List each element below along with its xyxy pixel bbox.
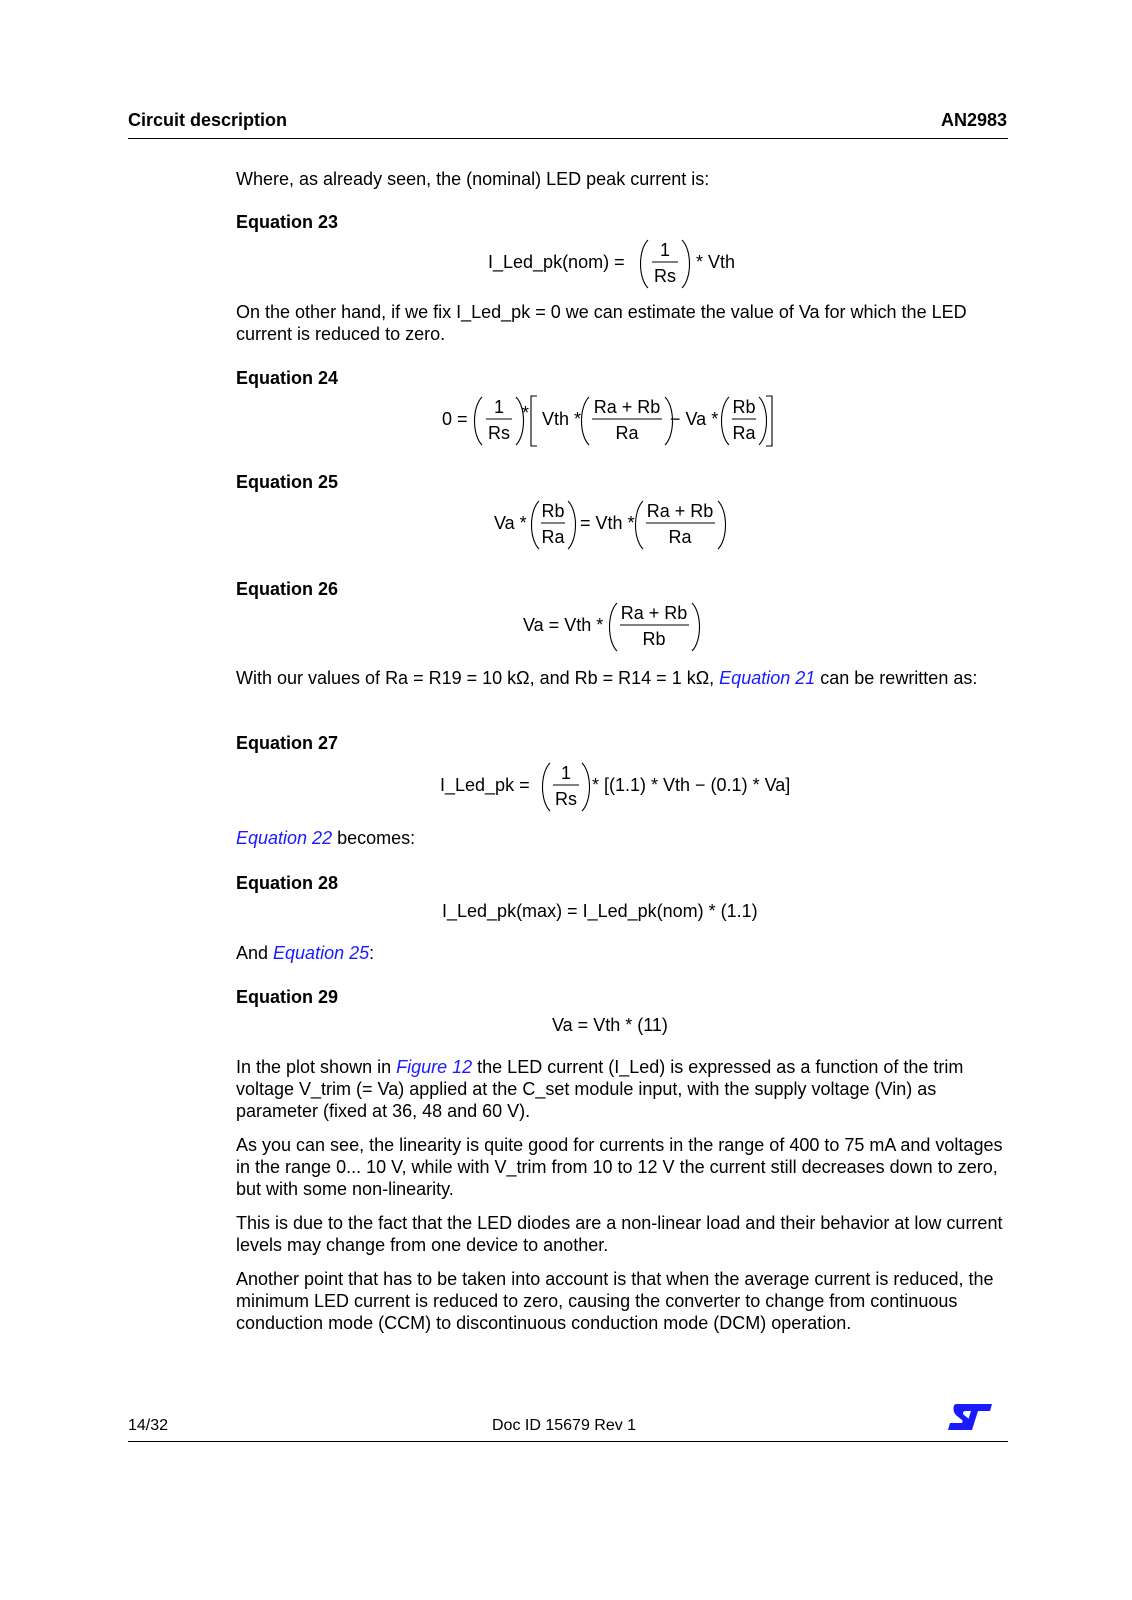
paragraph-linearity: As you can see, the linearity is quite good for currents in the range of 400 to 75 mA and voltages in the range 0... 10 V, while with V_trim from 10 to 12 V the current still decreases down to zero, but with some non-linearity. xyxy=(236,1135,1003,1199)
equation-22-link[interactable]: Equation 22 xyxy=(236,828,333,848)
figure-12-link[interactable]: Figure 12 xyxy=(396,1057,473,1077)
svg-text:Rb: Rb xyxy=(541,501,565,521)
svg-text:*: * xyxy=(522,403,530,423)
svg-text:Va *: Va * xyxy=(494,513,527,533)
paragraph-other-hand: On the other hand, if we fix I_Led_pk = 0 we can estimate the value of Va for which the LED current is reduced to zero. xyxy=(236,302,967,344)
svg-text:Ra: Ra xyxy=(668,527,692,547)
svg-text:Ra + Rb: Ra + Rb xyxy=(593,397,661,417)
paragraph-nonlinear: This is due to the fact that the LED diodes are a non-linear load and their behavior at low current levels may change from one device to another. xyxy=(236,1213,1003,1255)
equation-23-label: Equation 23 xyxy=(236,212,339,232)
svg-text:Ra + Rb: Ra + Rb xyxy=(620,603,688,623)
equation-29-label: Equation 29 xyxy=(236,987,339,1007)
equation-21-link[interactable]: Equation 21 xyxy=(719,668,816,688)
equation-24 xyxy=(442,393,792,449)
svg-text:− Va *: − Va * xyxy=(670,409,719,429)
eq24-bracket-left xyxy=(531,396,537,446)
equation-25-label: Equation 25 xyxy=(236,472,339,492)
svg-text:Rs: Rs xyxy=(488,423,510,443)
equation-27-label: Equation 27 xyxy=(236,733,339,753)
svg-text:Ra: Ra xyxy=(732,423,756,443)
eq23-numerator: 1 xyxy=(659,240,671,260)
svg-text:I_Led_pk =: I_Led_pk = xyxy=(440,775,530,795)
equation-29: Va = Vth * (11) xyxy=(552,1015,668,1035)
svg-text:Rb: Rb xyxy=(732,397,756,417)
equation-24-label: Equation 24 xyxy=(236,368,339,388)
page-number: 14/32 xyxy=(128,1417,169,1434)
intro-paragraph: Where, as already seen, the (nominal) LED peak current is: xyxy=(236,169,710,189)
svg-text:Rb: Rb xyxy=(642,629,666,649)
header-rule xyxy=(128,138,1008,139)
equation-26 xyxy=(523,599,713,655)
equation-25-link[interactable]: Equation 25 xyxy=(273,943,370,963)
paragraph-eq22: Equation 22 becomes: xyxy=(236,828,416,848)
svg-text:Ra: Ra xyxy=(615,423,639,443)
equation-25 xyxy=(494,497,744,553)
svg-text:Ra: Ra xyxy=(541,527,565,547)
equation-27 xyxy=(440,759,800,815)
svg-text:Ra + Rb: Ra + Rb xyxy=(646,501,714,521)
section-title: Circuit description xyxy=(128,110,288,130)
svg-text:1: 1 xyxy=(493,397,505,417)
paragraph-another: Another point that has to be taken into account is that when the average current is reduced, the minimum LED current is reduced to zero, causing the converter to change from continuous conduction mode (CCM) to discontinuous conduction mode (DCM) operation. xyxy=(236,1269,994,1333)
svg-text:1: 1 xyxy=(560,763,572,783)
eq23-denominator: Rs xyxy=(654,266,676,286)
footer-rule xyxy=(128,1441,1008,1442)
equation-26-label: Equation 26 xyxy=(236,579,339,599)
eq23-tail: * Vth xyxy=(696,252,736,272)
svg-text:Rs: Rs xyxy=(555,789,577,809)
equation-28: I_Led_pk(max) = I_Led_pk(nom) * (1.1) xyxy=(442,901,758,921)
eq23-paren-left xyxy=(641,240,649,288)
eq23-paren-right xyxy=(682,240,690,288)
eq24-lhs: 0 = xyxy=(442,409,468,429)
eq23-lhs: I_Led_pk(nom) = xyxy=(488,252,625,272)
svg-text:* [(1.1) * Vth − (0.1) * Va]: * [(1.1) * Vth − (0.1) * Va] xyxy=(592,775,791,795)
doc-id: Doc ID 15679 Rev 1 xyxy=(492,1417,637,1434)
paragraph-values: With our values of Ra = R19 = 10 kΩ, and Rb = R14 = 1 kΩ, Equation 21 can be rewritten as: xyxy=(236,668,978,688)
st-logo-icon xyxy=(948,1402,994,1437)
svg-text:= Vth *: = Vth * xyxy=(580,513,635,533)
doc-code: AN2983 xyxy=(940,110,1007,130)
svg-text:Va = Vth *: Va = Vth * xyxy=(523,615,604,635)
svg-text:Vth *: Vth * xyxy=(542,409,582,429)
paragraph-and: And Equation 25: xyxy=(236,943,375,963)
equation-23 xyxy=(488,236,748,292)
paragraph-plot: In the plot shown in Figure 12 the LED current (I_Led) is expressed as a function of the trim voltage V_trim (= Va) applied at the C_set module input, with the supply voltage (Vin) as parameter (fixed at 36, 48 and 60 V). xyxy=(236,1057,964,1121)
equation-28-label: Equation 28 xyxy=(236,873,339,893)
